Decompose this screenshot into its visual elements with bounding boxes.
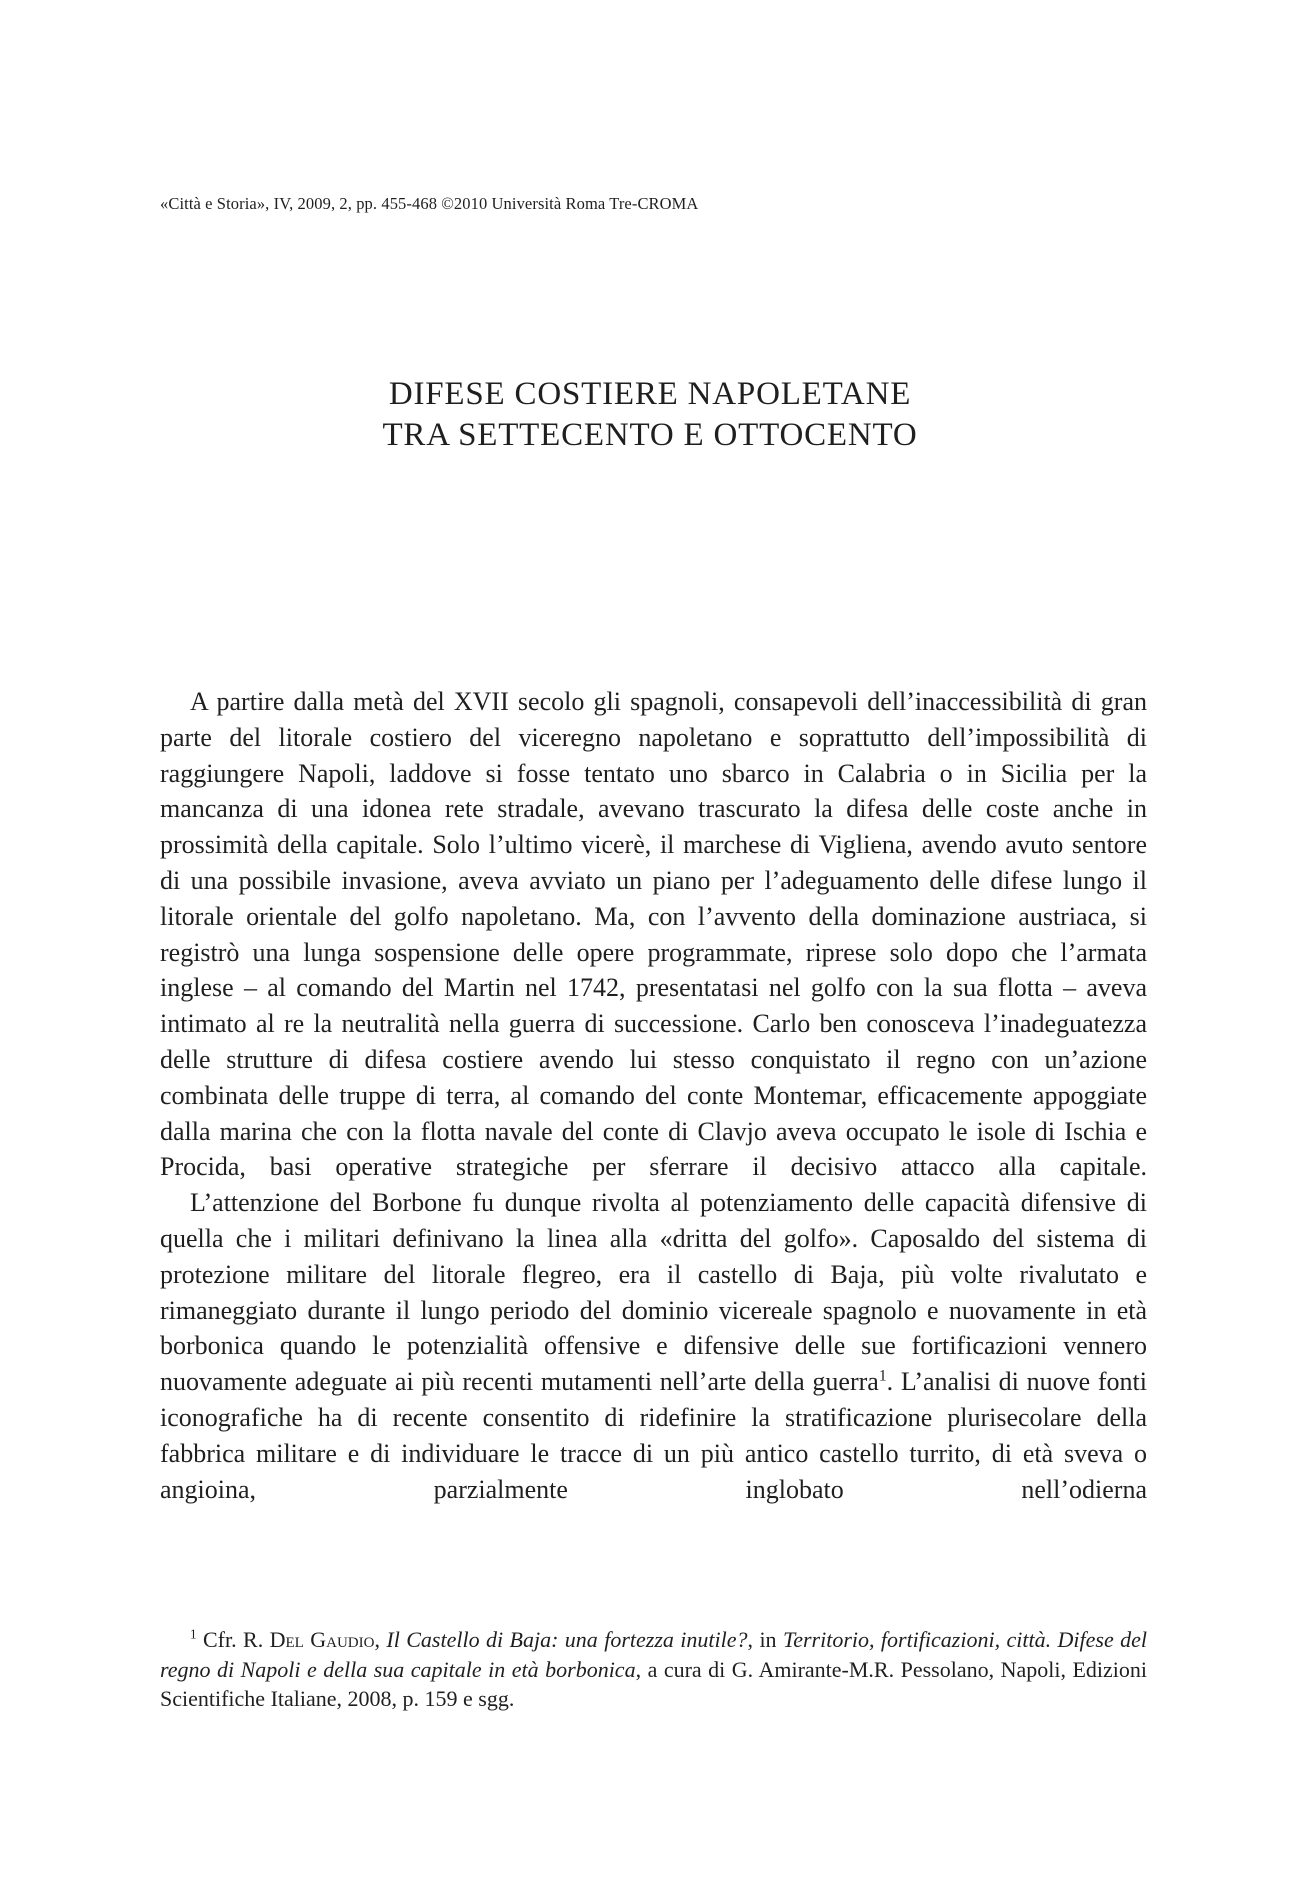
footnote [160,1625,1147,1714]
article-body [160,684,1147,1507]
body-paragraph-2-text-b: . L’analisi di nuove fonti iconografiche ha di recente consentito di ridefinire la stratificazione plurisecolare della fabbrica militare e di individuare le tracce di un più antico castello turrito, di età sveva o angioina, parzialmente inglobato nell’odierna [160,1367,1147,1504]
footnote-1 [160,1625,1147,1714]
footnote-author: Del Gaudio [269,1627,375,1652]
footnote-number: 1 [190,1626,197,1642]
footnote-separator-2: , in [747,1627,783,1652]
body-paragraph-2-text-a: L’attenzione del Borbone fu dunque rivolta al potenziamento delle capacità difensive di quella che i militari definivano la linea alla «dritta del golfo». Caposaldo del sistema di protezione militare del litorale flegreo, era il castello di Baja, più volte rivalutato e rimaneggiato durante il lungo periodo del dominio vicereale spagnolo e nuovamente in età borbonica quando le potenzialità offensive e difensive delle sue fortificazioni vennero nuovamente adeguate ai più recenti mutamenti nell’arte della guerra [160,1188,1147,1397]
journal-citation: «Città e Storia», IV, 2009, 2, pp. 455-468 ©2010 Università Roma Tre-CROMA [160,194,699,213]
article-title [0,374,1300,456]
footnote-rest: , a cura di G. Amirante-M.R. Pessolano, Napoli, Edizioni Scientifiche Italiane, 2008, p. 159 e sgg. [160,1656,1147,1711]
footnote-separator-1: , [374,1627,387,1652]
footnote-title-1: Il Castello di Baja: una fortezza inutile? [386,1627,748,1652]
footnote-prefix: Cfr. R. [196,1627,270,1652]
footnote-title-2: Territorio, fortificazioni, città. Difese del regno di Napoli e della sua capitale in età borbonica [160,1627,1147,1682]
article-title-line-2: TRA SETTECENTO E OTTOCENTO [382,417,918,453]
body-paragraph-2 [160,1185,1147,1507]
footnote-reference: 1 [878,1367,887,1385]
article-title-line-1: DIFESE COSTIERE NAPOLETANE [388,376,912,412]
body-paragraph-1: A partire dalla metà del XVII secolo gli spagnoli, consapevoli dell’inaccessibilità di gran parte del litorale costiero del viceregno napoletano e soprattutto dell’impossibilità di raggiungere Napoli, laddove si fosse tentato uno sbarco in Calabria o in Sicilia per la mancanza di una idonea rete stradale, avevano trascurato la difesa delle coste anche in prossimità della capitale. Solo l’ultimo vicerè, il marchese di Vigliena, avendo avuto sentore di una possibile invasione, aveva avviato un piano per l’adeguamento delle difese lungo il litorale orientale del golfo napoletano. Ma, con l’avvento della dominazione austriaca, si registrò una lunga sospensione delle opere programmate, riprese solo dopo che l’armata inglese – al comando del Martin nel 1742, presentatasi nel golfo con la sua flotta – aveva intimato al re la neutralità nella guerra di successione. Carlo ben conosceva l’inadeguatezza delle strutture di difesa costiere avendo lui stesso conquistato il regno con un’azione combinata delle truppe di terra, al comando del conte Montemar, efficacemente appoggiate dalla marina che con la flotta navale del conte di Clavjo aveva occupato le isole di Ischia e Procida, basi operative strategiche per sferrare il decisivo attacco alla capitale. [160,687,1147,1182]
